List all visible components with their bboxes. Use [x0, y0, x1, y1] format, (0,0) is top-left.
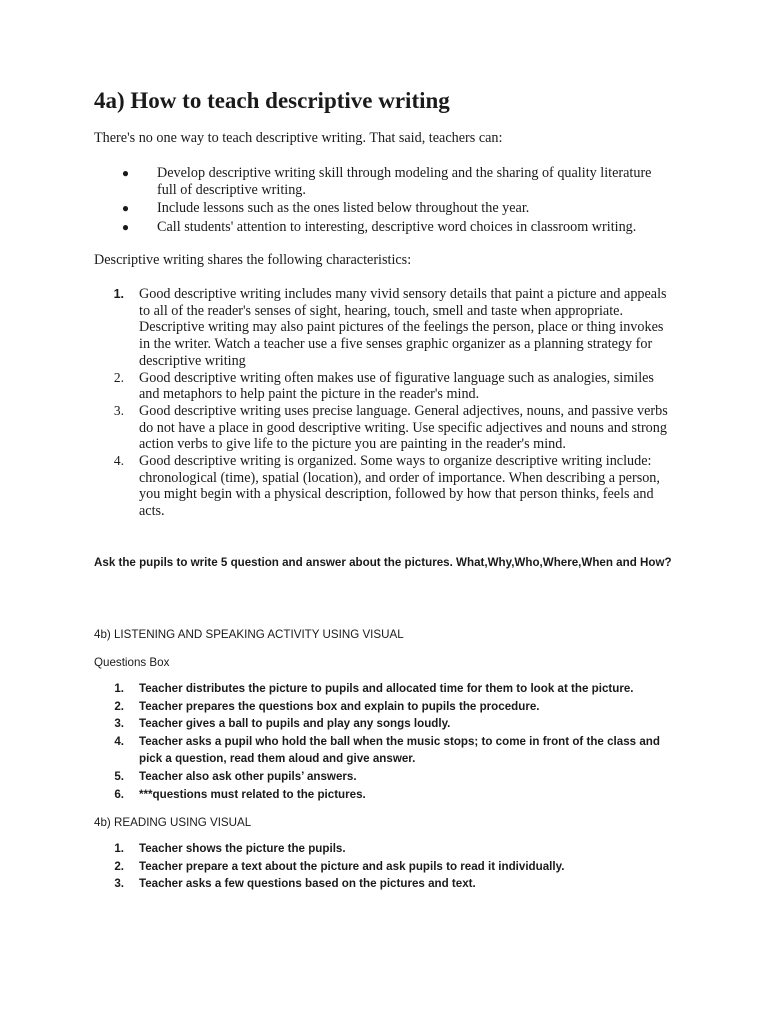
- list-item-text: Teacher prepares the questions box and explain to pupils the procedure.: [139, 699, 540, 713]
- list-item-text: Teacher gives a ball to pupils and play any songs loudly.: [139, 717, 451, 731]
- list-marker: 2.: [113, 369, 124, 385]
- reading-heading: 4b) READING USING VISUAL: [94, 816, 252, 829]
- list-marker: 4.: [113, 453, 124, 469]
- list-item: [94, 698, 684, 716]
- list-item: [94, 840, 684, 858]
- teaching-bullets: [112, 165, 672, 236]
- reading-steps: [94, 840, 684, 893]
- list-item-text: Call students' attention to interesting, descriptive word choices in classroom writing.: [157, 219, 637, 236]
- section-4a-intro: There's no one way to teach descriptive writing. That said, teachers can:: [94, 130, 503, 146]
- list-item: [94, 403, 674, 453]
- list-item-text: Teacher also ask other pupils’ answers.: [139, 769, 357, 783]
- list-item-text: Include lessons such as the ones listed below throughout the year.: [157, 200, 530, 217]
- list-marker: 4.: [114, 734, 124, 748]
- list-item: [94, 453, 674, 520]
- list-item: [94, 733, 684, 768]
- list-marker: 2.: [114, 859, 124, 873]
- list-item: [112, 165, 672, 198]
- listening-heading: 4b) LISTENING AND SPEAKING ACTIVITY USING VISUAL: [94, 628, 404, 641]
- characteristics-list: [94, 286, 674, 520]
- list-item-text: Good descriptive writing uses precise language. General adjectives, nouns, and passive verbs do not have a place in good descriptive writing. Use specific adjectives and nouns and strong action verbs to give life to the picture you are painting in the reader's mind.: [139, 402, 668, 453]
- list-marker: 5.: [114, 769, 124, 783]
- list-item-text: ***questions must related to the pictures.: [139, 787, 366, 801]
- list-marker: 3.: [114, 717, 124, 731]
- section-4a-title: 4a) How to teach descriptive writing: [94, 88, 450, 113]
- bullet-icon: ●: [121, 166, 130, 180]
- list-item-text: Teacher prepare a text about the picture and ask pupils to read it individually.: [139, 859, 565, 873]
- bullet-icon: ●: [121, 220, 130, 235]
- list-item-text: Teacher distributes the picture to pupils and allocated time for them to look at the picture.: [139, 682, 634, 695]
- list-item: [94, 786, 684, 804]
- list-marker: 1.: [114, 682, 124, 695]
- list-item-text: Good descriptive writing is organized. Some ways to organize descriptive writing include: chronological (time), spatial (location), and order of importance. When describing a person, you might begin with a physical description, followed by how that person thinks, feels and acts.: [139, 453, 660, 520]
- list-item: [94, 286, 674, 370]
- pupil-task: Ask the pupils to write 5 question and answer about the pictures. What,Why,Who,Where,When and How?: [94, 556, 672, 569]
- list-item-text: Good descriptive writing includes many vivid sensory details that paint a picture and appeals to all of the reader's senses of sight, hearing, touch, smell and taste when appropriate. Descriptive writing may also paint pictures of the feelings the person, place or thing invokes in the writer. Watch a teacher use a five senses graphic organizer as a planning strategy for descriptive writing: [139, 286, 667, 369]
- list-marker: 6.: [114, 787, 124, 801]
- list-item-text: Teacher asks a few questions based on the pictures and text.: [139, 877, 476, 891]
- list-item-text: Good descriptive writing often makes use of figurative language such as analogies, similes and metaphors to help paint the picture in the reader's mind.: [139, 369, 654, 403]
- list-item: [94, 875, 684, 893]
- list-item: [94, 680, 684, 698]
- list-item: [112, 219, 672, 236]
- characteristics-intro: Descriptive writing shares the following characteristics:: [94, 252, 412, 268]
- list-marker: 3.: [113, 402, 124, 418]
- list-marker: 2.: [114, 699, 124, 713]
- list-marker: 1.: [114, 842, 124, 855]
- list-item: [94, 768, 684, 786]
- list-item-text: Teacher shows the picture the pupils.: [139, 842, 346, 855]
- list-item-text: Develop descriptive writing skill through modeling and the sharing of quality literature full of descriptive writing.: [157, 165, 652, 198]
- list-item: [112, 200, 672, 217]
- bullet-icon: ●: [121, 201, 130, 216]
- list-marker: 1.: [113, 287, 124, 301]
- list-item: [94, 370, 674, 403]
- questions-box-subheading: Questions Box: [94, 656, 170, 669]
- list-item-text: Teacher asks a pupil who hold the ball when the music stops; to come in front of the class and pick a question, read them aloud and give answer.: [139, 734, 660, 766]
- list-marker: 3.: [114, 877, 124, 891]
- list-item: [94, 715, 684, 733]
- list-item: [94, 858, 684, 876]
- listening-steps: [94, 680, 684, 803]
